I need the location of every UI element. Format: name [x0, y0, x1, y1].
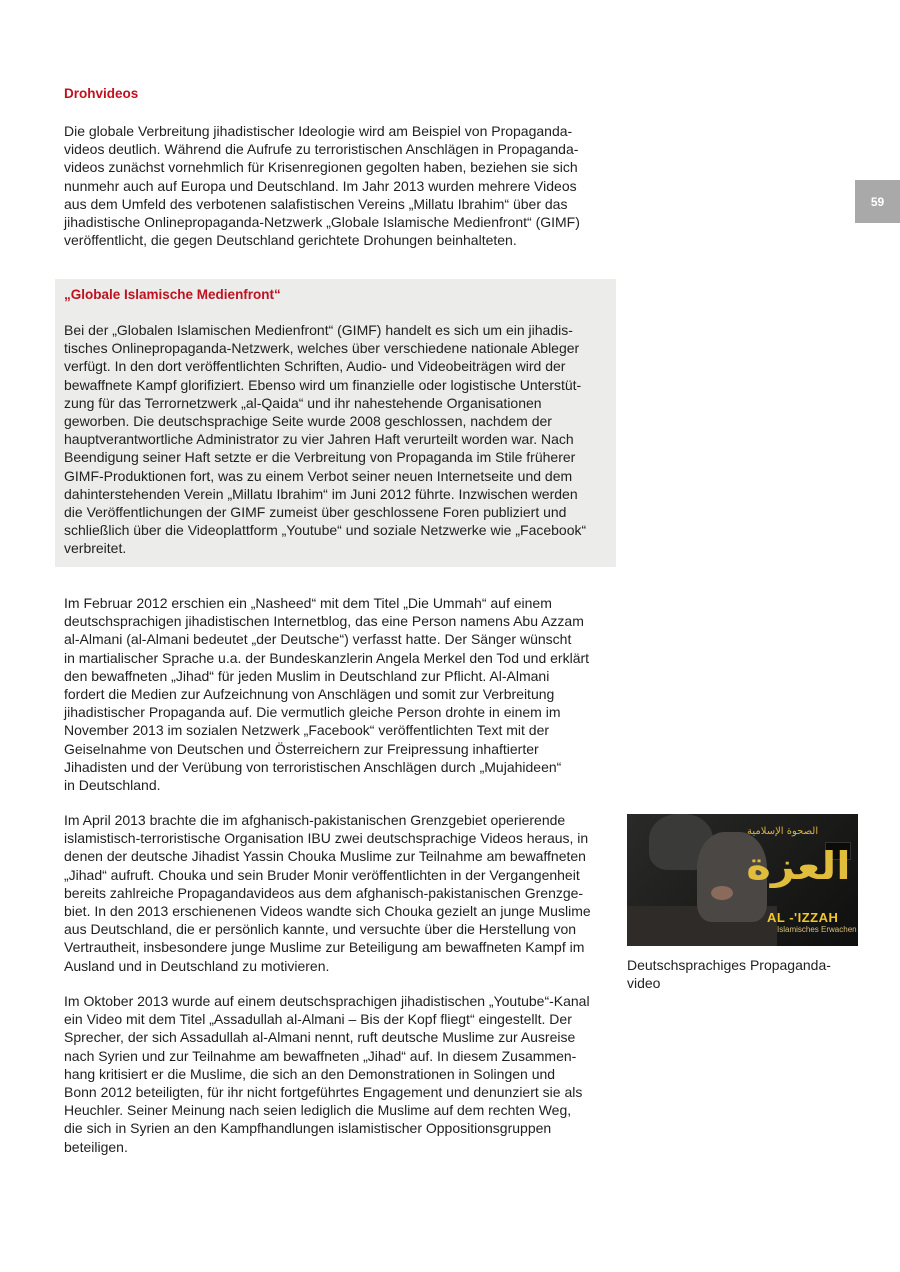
section-body-drohvideos: Die globale Verbreitung jihadistischer Ideologie wird am Beispiel von Propaganda- videos deutlich. Während die Aufrufe zu terroristischen Anschlägen in Propaganda- videos zunächst vornehmlich für Krisenregionen gegolten haben, beziehen sie sich nunmehr auch auf Europa und Deutschland. Im Jahr 2013 wurden mehrere Videos aus dem Umfeld des verbotenen salafistischen Vereins „Millatu Ibrahim“ über das jihadistische Onlinepropaganda-Netzwerk „Globale Islamische Medienfront“ (GIMF) veröffentlicht, die gegen Deutschland gerichtete Drohungen beinhalteten.	[64, 123, 580, 249]
paragraph-youtube-video: Im Oktober 2013 wurde auf einem deutschsprachigen jihadistischen „Youtube“-Kanal ein Video mit dem Titel „Assadullah al-Almani – Bis der Kopf fliegt“ eingestellt. Der Sprecher, der sich Assadullah al-Almani nennt, ruft deutsche Muslime zur Ausreise nach Syrien und zur Teilnahme am bewaffneten „Jihad“ auf. In diesem Zusammen- hang kritisiert er die Muslime, die sich an den Demonstrationen in Solingen und Bonn 2012 beteiligten, für ihr nicht fortgeführtes Engagement und denunziert sie als Heuchler. Seiner Meinung nach seien lediglich die Muslime auf dem rechten Weg, die sich in Syrien an den Kampfhandlungen islamistischer Oppositionsgruppen beteiligen.	[64, 993, 590, 1155]
logo-subtitle: Islamisches Erwachen	[777, 925, 857, 934]
info-box-heading: „Globale Islamische Medienfront“	[64, 287, 281, 302]
info-box-body: Bei der „Globalen Islamischen Medienfront“ (GIMF) handelt es sich um ein jihadis- tisches Onlinepropaganda-Netzwerk, welches über verschiedene nationale Ableger verfügt. In den dort veröffentlichten Schriften, Audio- und Videobeiträgen wird der bewaffnete Kampf glorifiziert. Ebenso wird um finanzielle oder logistische Unterstüt- zung für das Terrornetzwerk „al-Qaida“ und ihr nahestehende Organisationen geworben. Die deutschsprachige Seite wurde 2008 geschlossen, nachdem der hauptverantwortliche Administrator zu vier Jahren Haft verurteilt worden war. Nach Beendigung seiner Haft setzte er die Verbreitung von Propaganda im Stile früherer GIMF-Produktionen fort, was zu einem Verbot seiner neuen Internetseite und dem dahinterstehenden Verein „Millatu Ibrahim“ im Juni 2012 führte. Inzwischen werden die Veröffentlichungen der GIMF zumeist über geschlossene Foren publiziert und schließlich über die Videoplattform „Youtube“ und soziale Netzwerke wie „Facebook“ verbreitet.	[64, 322, 587, 557]
paragraph-ibu-videos: Im April 2013 brachte die im afghanisch-pakistanischen Grenzgebiet operierende islamistisch-terroristische Organisation IBU zwei deutschsprachige Videos heraus, in denen der deutsche Jihadist Yassin Chouka Muslime zur Teilnahme am bewaffneten „Jihad“ aufruft. Chouka und sein Bruder Monir veröffentlichten in der Vergangenheit bereits zahlreiche Propagandavideos aus dem afghanisch-pakistanischen Grenzge- biet. In den 2013 erschienenen Videos wandte sich Chouka gezielt an junge Muslime aus Deutschland, die er persönlich kannte, und versuchte über die Herstellung von Vertrautheit, insbesondere junge Muslime zur Beteiligung am bewaffneten Kampf im Ausland und in Deutschland zu motivieren.	[64, 812, 591, 974]
hands-detail	[711, 886, 733, 900]
propaganda-video-image	[627, 814, 858, 946]
logo-title: AL -'IZZAH	[767, 910, 839, 925]
section-heading-drohvideos: Drohvideos	[64, 86, 139, 101]
logo-arabic-title: العزة	[746, 844, 851, 888]
image-caption: Deutschsprachiges Propaganda- video	[627, 957, 831, 991]
page-number: 59	[855, 180, 900, 223]
info-box-gimf	[55, 279, 616, 567]
logo-arabic-subtitle: الصحوة الإسلامية	[747, 826, 819, 837]
paragraph-nasheed: Im Februar 2012 erschien ein „Nasheed“ mit dem Titel „Die Ummah“ auf einem deutschsprachigen jihadistischen Internetblog, das eine Person namens Abu Azzam al-Almani (al-Almani bedeutet „der Deutsche“) verfasst hatte. Der Sänger wünscht in martialischer Sprache u.a. der Bundeskanzlerin Angela Merkel den Tod und erklärt den bewaffneten „Jihad“ für jeden Muslim in Deutschland zur Pflicht. Al-Almani fordert die Medien zur Aufzeichnung von Anschlägen und somit zur Verbreitung jihadistischer Propaganda auf. Die vermutlich gleiche Person drohte in einem im November 2013 im sozialen Netzwerk „Facebook“ veröffentlichten Text mit der Geiselnahme von Deutschen und Österreichern zur Freipressung inhaftierter Jihadisten und der Verübung von terroristischen Anschlägen durch „Mujahideen“ in Deutschland.	[64, 595, 590, 794]
